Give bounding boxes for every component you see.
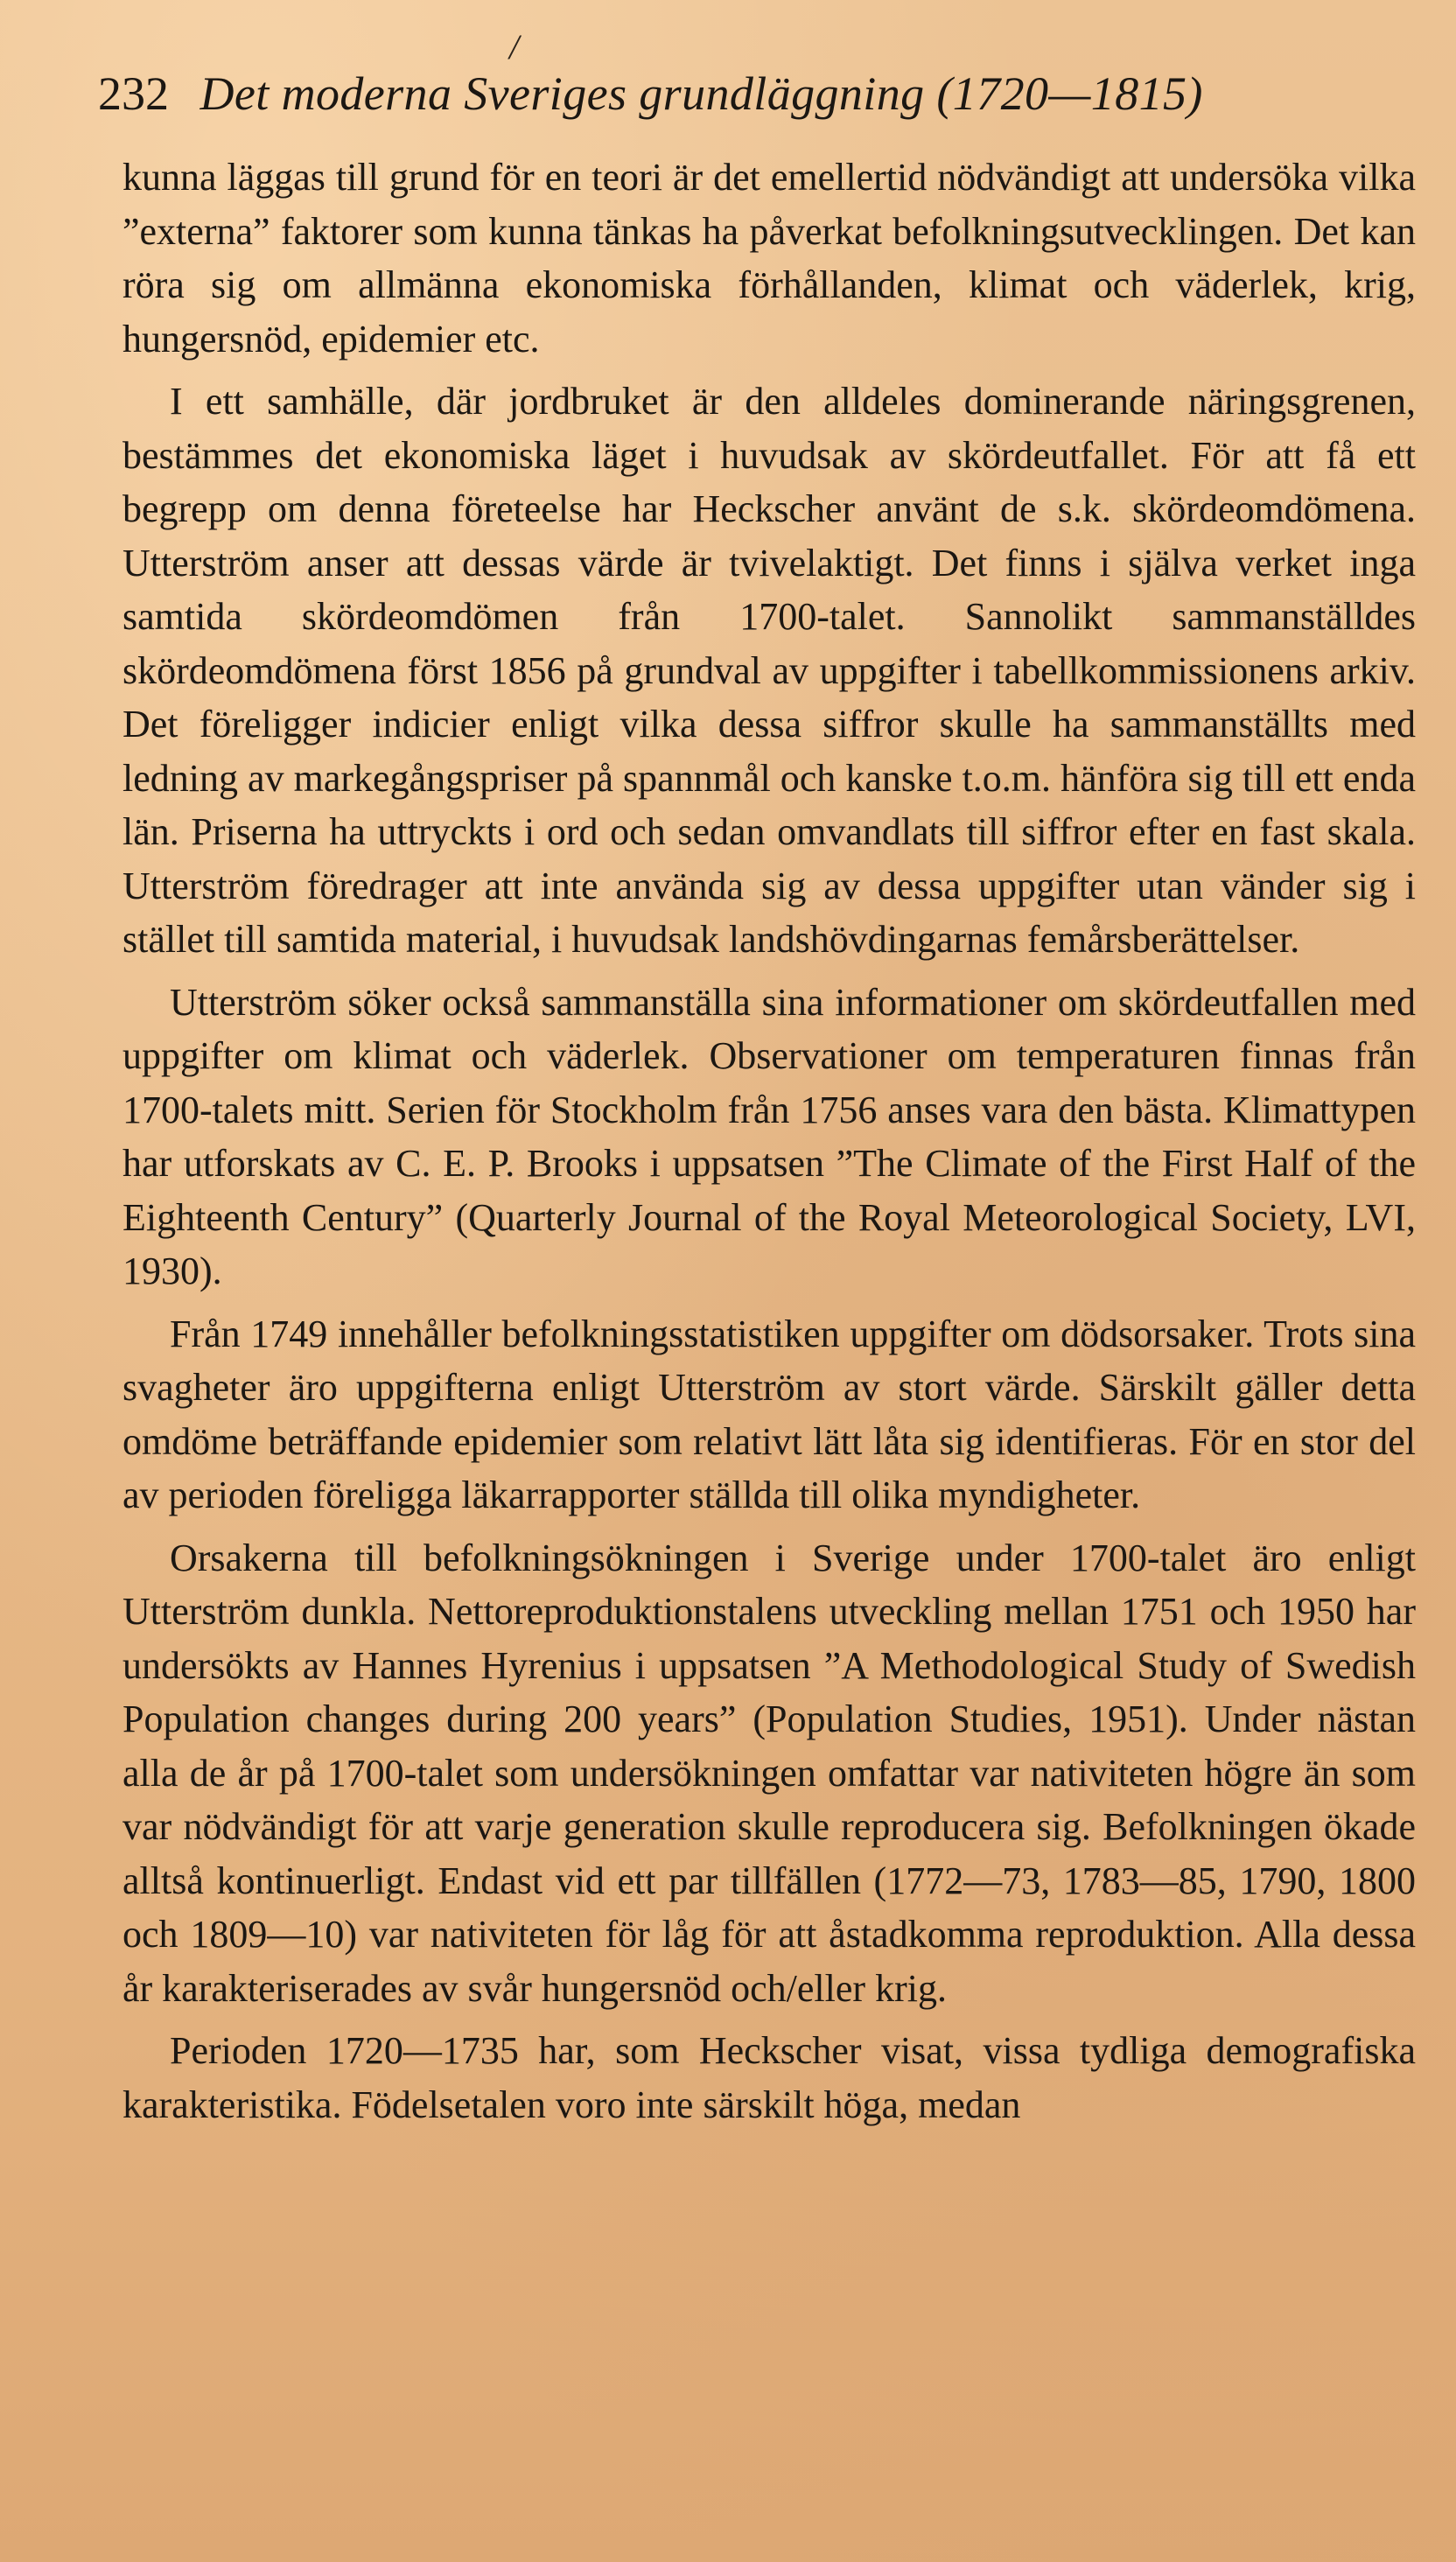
pencil-mark: / (509, 27, 520, 66)
body-text (122, 150, 1416, 2140)
paragraph-population-growth: Orsakerna till befolkningsökningen i Sverige under 1700-talet äro enligt Utterström dunkla. Nettoreproduktionstalens utveckling mellan 1751 och 1950 har undersökts av Hannes Hyrenius i uppsatsen ”A Methodological Study of Swedish Population changes during 200 years” (Population Studies, 1951). Under nästan alla de år på 1700-talet som undersökningen omfattar var nativiteten högre än som var nödvändigt för att varje generation skulle reproducera sig. Befolkningen ökade alltså kontinuerligt. Endast vid ett par tillfällen (1772—73, 1783—85, 1790, 1800 och 1809—10) var nativiteten för låg för att åstadkomma reproduktion. Alla dessa år karakteriserades av svår hungersnöd och/eller krig. (122, 1536, 1416, 2010)
paragraph-continued: kunna läggas till grund för en teori är det emellertid nödvändigt att undersöka vilka ”externa” faktorer som kunna tänkas ha påverkat befolkningsutvecklingen. Det kan röra sig om allmänna ekonomiska förhållanden, klimat och väderlek, krig, hungersnöd, epidemier etc. (122, 156, 1416, 360)
running-title: Det moderna Sveriges grundläggning (1720—1815) (200, 67, 1203, 120)
paragraph-causes-of-death: Från 1749 innehåller befolkningsstatistiken uppgifter om dödsorsaker. Trots sina svagheter äro uppgifterna enligt Utterström av stort värde. Särskilt gäller detta omdöme beträffande epidemier som relativt lätt låta sig identifieras. För en stor del av perioden föreligga läkarrapporter ställda till olika myndigheter. (122, 1312, 1416, 1516)
paragraph-harvest: I ett samhälle, där jordbruket är den alldeles dominerande näringsgrenen, bestämmes det ekonomiska läget i huvudsak av skördeutfallet. För att få ett begrepp om denna företeelse har Heckscher använt de s.k. skördeomdömena. Utterström anser att dessas värde är tvivelaktigt. Det finns i själva verket inga samtida skördeomdömen från 1700-talet. Sannolikt sammanställdes skördeomdömena först 1856 på grundval av uppgifter i tabellkommissionens arkiv. Det föreligger indicier enligt vilka dessa siffror skulle ha sammanställts med ledning av markegångspriser på spannmål och kanske t.o.m. hänföra sig till ett enda län. Priserna ha uttryckts i ord och sedan omvandlats till siffror efter en fast skala. Utterström föredrager att inte använda sig av dessa uppgifter utan vänder sig i stället till samtida material, i huvudsak landshövdingarnas femårsberättelser. (122, 380, 1416, 961)
paragraph-period-1720-1735: Perioden 1720—1735 har, som Heckscher visat, vissa tydliga demografiska karakteristika. Födelsetalen voro inte särskilt höga, medan (122, 2029, 1416, 2126)
paragraph-climate: Utterström söker också sammanställa sina informationer om skördeutfallen med uppgifter om klimat och väderlek. Observationer om temperaturen finnas från 1700-talets mitt. Serien för Stockholm från 1756 anses vara den bästa. Klimattypen har utforskats av C. E. P. Brooks i uppsatsen ”The Climate of the First Half of the Eighteenth Century” (Quarterly Journal of the Royal Meteorological Society, LVI, 1930). (122, 980, 1416, 1292)
page-number: 232 (98, 67, 169, 120)
page-header (98, 63, 1410, 124)
